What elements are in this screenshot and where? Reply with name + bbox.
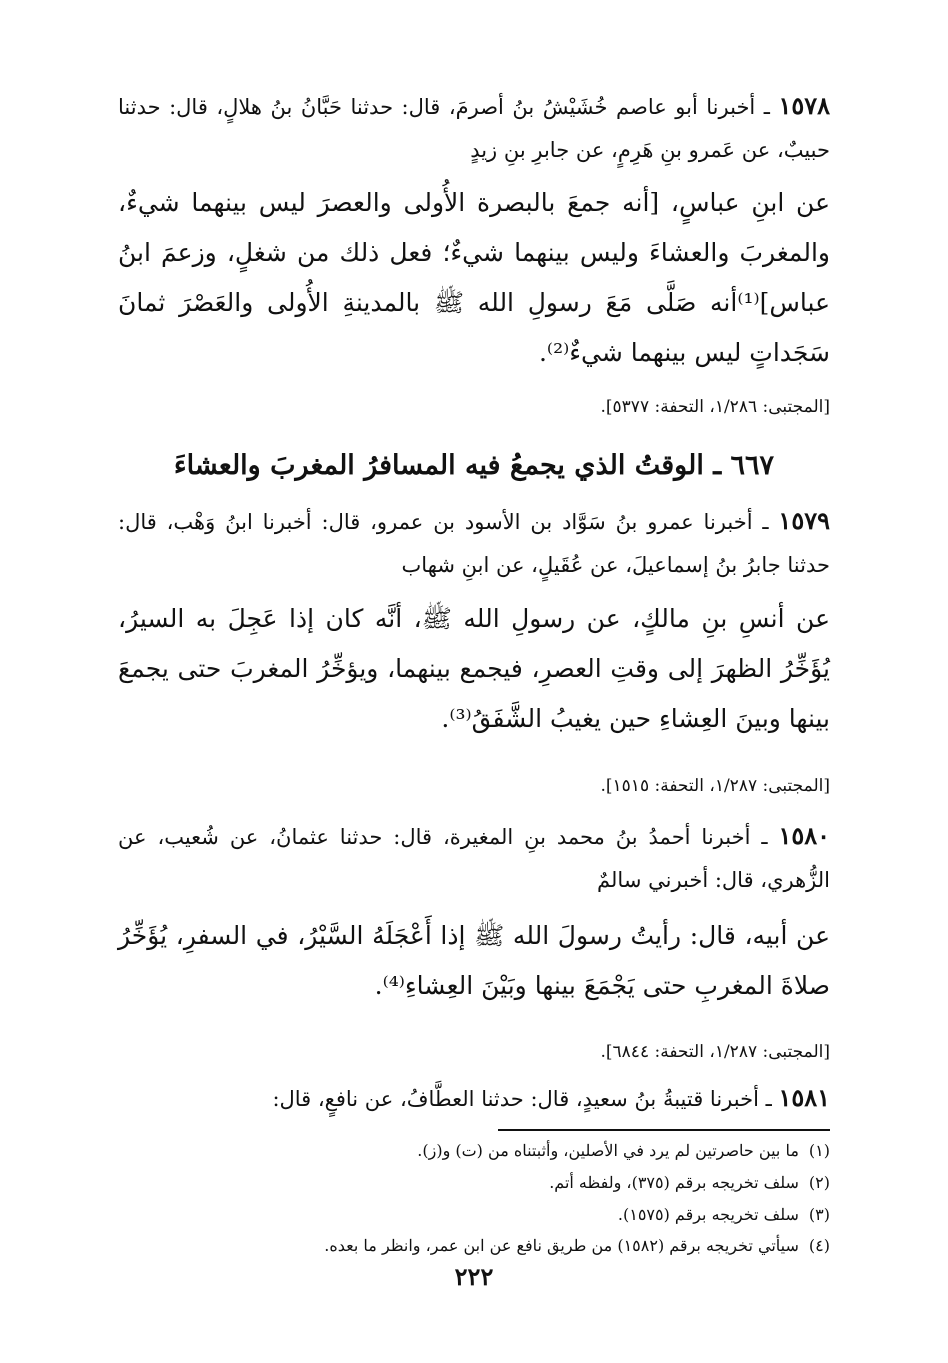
hadith-number: ١٥٨٠	[778, 821, 830, 850]
hadith-number: ١٥٧٩	[778, 506, 830, 535]
footnote	[118, 1138, 830, 1164]
footnote-mark: (٢)	[808, 1173, 830, 1192]
isnad-text: ـ أخبرنا أبو عاصم خُشَيْشُ بنُ أصرمَ، قال: حدثنا حَبَّانُ بنُ هلالٍ، قال: حدثنا حبيبٌ، عن عَمرو بنِ هَرِمٍ، عن جابرِ بنِ زيدٍ	[118, 95, 830, 162]
footnote	[118, 1202, 830, 1228]
hadith-number: ١٥٧٨	[778, 91, 830, 120]
hadith-1578-isnad	[118, 84, 830, 172]
footnote-divider	[498, 1129, 830, 1131]
hadith-1578-matn: عن ابنِ عباسٍ، [أنه جمعَ بالبصرة الأُولى والعصرَ ليس بينهما شيءٌ، والمغربَ والعشاءَ وليس بينهما شيءٌ؛ فعل ذلك من شغلٍ، وزعمَ ابنُ عباس]⁽¹⁾أنه صَلَّى مَعَ رسولِ الله ﷺ بالمدينةِ الأُولى والعَصْرَ ثمانَ سَجَداتٍ ليس بينهما شيءٌ⁽²⁾.	[118, 188, 830, 367]
hadith-1580-matn: عن أبيه، قال: رأيتُ رسولَ الله ﷺ إذا أَعْجَلَهُ السَّيْرُ، في السفرِ، يُؤَخِّرُ صلاةَ المغربِ حتى يَجْمَعَ بينها وبَيْنَ العِشاءِ⁽⁴⁾.	[118, 921, 830, 1000]
hadith-number: ١٥٨١	[778, 1083, 830, 1112]
footnote-text: سيأتي تخريجه برقم (١٥٨٢) من طريق نافع عن ابن عمر، وانظر ما بعده.	[324, 1236, 799, 1255]
isnad-text: ـ أخبرنا أحمدُ بنُ محمد بنِ المغيرة، قال: حدثنا عثمانُ، عن شُعيب، عن الزُّهري، قال: أخبرني سالمٌ	[118, 825, 830, 892]
hadith-1581-isnad	[118, 1076, 830, 1121]
footnote	[118, 1233, 830, 1259]
chapter-heading: ٦٦٧ ـ الوقتُ الذي يجمعُ فيه المسافرُ المغربَ والعشاءَ	[173, 450, 775, 481]
page-number: ٢٢٢	[454, 1262, 494, 1291]
hadith-1580-reference: [المجتبى: ١/٢٨٧، التحفة: ٦٨٤٤].	[600, 1042, 830, 1062]
footnote-mark: (١)	[808, 1141, 830, 1160]
footnote	[118, 1170, 830, 1196]
footnote-mark: (٣)	[808, 1205, 830, 1224]
hadith-1579-matn: عن أنسِ بنِ مالكٍ، عن رسولِ الله ﷺ، أنَّه كان إذا عَجِلَ به السيرُ، يُؤَخِّرُ الظهرَ إلى وقتِ العصرِ، فيجمع بينهما، ويؤخِّرُ المغربَ حتى يجمعَ بينها وبينَ العِشاءِ حين يغيبُ الشَّفَقُ⁽³⁾.	[118, 604, 830, 733]
footnote-text: ما بين حاصرتين لم يرد في الأصلين، وأثبتناه من (ت) و(ز).	[417, 1141, 799, 1160]
hadith-1580-isnad	[118, 814, 830, 902]
hadith-1579-reference: [المجتبى: ١/٢٨٧، التحفة: ١٥١٥].	[600, 776, 830, 796]
hadith-1578-reference: [المجتبى: ١/٢٨٦، التحفة: ٥٣٧٧].	[600, 397, 830, 417]
footnote-mark: (٤)	[808, 1236, 830, 1255]
footnote-text: سلف تخريجه برقم (١٥٧٥).	[617, 1205, 799, 1224]
isnad-text: ـ أخبرنا عمرو بنُ سَوَّاد بن الأسود بن عمرو، قال: أخبرنا ابنُ وَهْب، قال: حدثنا جابرُ بنُ إسماعيلَ، عن عُقَيلٍ، عن ابنِ شهاب	[118, 510, 830, 577]
footnote-text: سلف تخريجه برقم (٣٧٥)، ولفظه أتم.	[549, 1173, 799, 1192]
isnad-text: ـ أخبرنا قتيبةُ بنُ سعيدٍ، قال: حدثنا العطَّافُ، عن نافعٍ، قال:	[272, 1087, 772, 1111]
hadith-1579-isnad	[118, 499, 830, 587]
